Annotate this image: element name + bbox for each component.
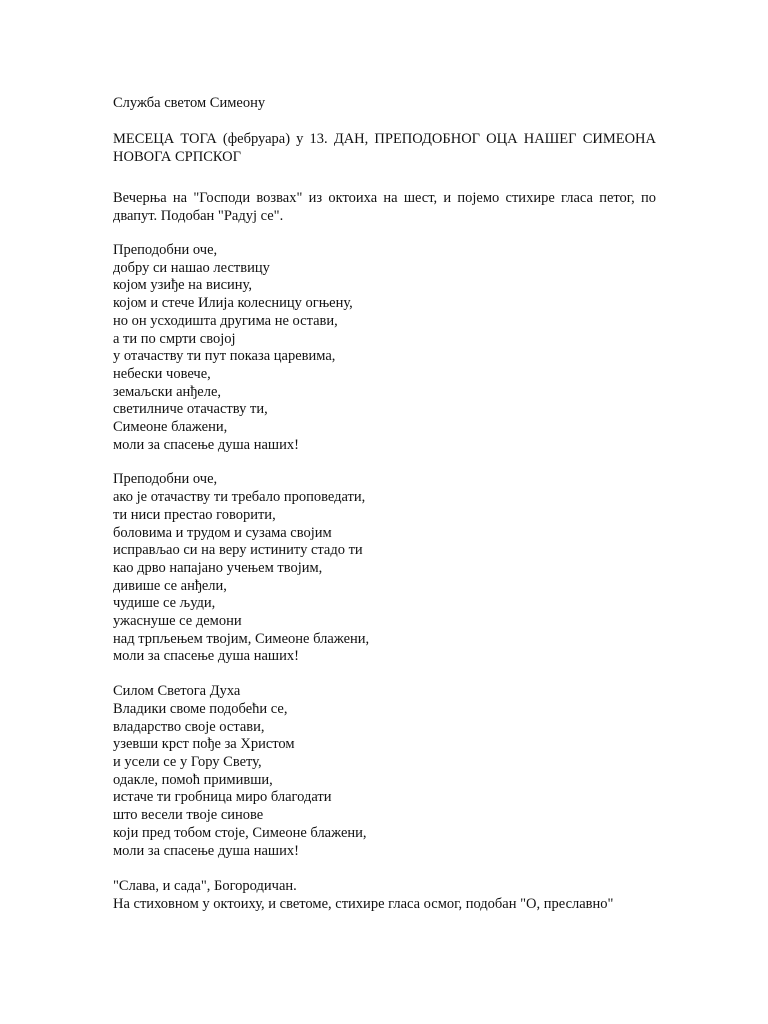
verse-line: истаче ти гробница миро благодати <box>113 789 332 806</box>
verse-line: којом узиђе на висину, <box>113 277 252 294</box>
verse-line: Силом Светога Духа <box>113 683 241 700</box>
verse-line: моли за спасење душа наших! <box>113 436 299 453</box>
verse-line: Преподобни оче, <box>113 242 218 258</box>
verse-line: што весели твоје синове <box>113 807 264 824</box>
vespers-intro: Вечерња на "Господи возвах" из октоиха на шест, и појемо стихире гласа петог, по двапут. Подобан "Радуј се". <box>113 190 656 224</box>
verse-line: Владики своме подобећи се, <box>113 700 288 717</box>
verse-line: моли за спасење душа наших! <box>113 648 299 665</box>
service-heading: МЕСЕЦА ТОГА (фебруара) у 13. ДАН, ПРЕПОДОБНОГ ОЦА НАШЕГ СИМЕОНА НОВОГА СРПСКОГ <box>113 131 656 165</box>
verse-line: Преподобни оче, <box>113 471 218 488</box>
stanza-2 <box>113 471 656 666</box>
verse-line: и усели се у Гору Свету, <box>113 753 262 770</box>
verse-line: Симеоне блажени, <box>113 419 228 436</box>
verse-line: у отачаству ти пут показа царевима, <box>113 348 336 365</box>
verse-line: исправљао си на веру истиниту стадо ти <box>113 542 363 559</box>
verse-line: као дрво напајано учењем твојим, <box>113 559 323 576</box>
glory-rubric: "Слава, и сада", Богородичан. <box>113 878 297 895</box>
verse-line: владарство своје остави, <box>113 718 265 735</box>
verse-line: светилниче отачаству ти, <box>113 401 268 418</box>
stanza-3 <box>113 683 656 860</box>
verse-line: но он усходишта другима не остави, <box>113 312 338 329</box>
verse-line: одакле, помоћ примивши, <box>113 771 273 788</box>
verse-line: а ти по смрти својој <box>113 330 236 347</box>
aposticha-rubric: На стиховном у октоиху, и светоме, стихире гласа осмог, подобан "О, преславно" <box>113 896 614 913</box>
verse-line: земаљски анђеле, <box>113 383 222 400</box>
closing-rubric <box>113 877 656 913</box>
verse-line: добру си нашао лествицу <box>113 259 270 276</box>
verse-line: којом и стече Илија колесницу огњену, <box>113 295 353 312</box>
verse-line: ако је отачаству ти требало проповедати, <box>113 489 366 506</box>
verse-line: који пред тобом стоје, Симеоне блажени, <box>113 824 367 841</box>
verse-line: над трпљењем твојим, Симеоне блажени, <box>113 630 370 647</box>
document-title: Служба светом Симеону <box>113 95 266 111</box>
document-page <box>113 95 656 913</box>
verse-line: узевши крст пође за Христом <box>113 736 295 753</box>
verse-line: чудише се људи, <box>113 595 216 612</box>
verse-line: ужаснуше се демони <box>113 613 242 630</box>
verse-line: небески човече, <box>113 365 211 382</box>
verse-line: ти ниси престао говорити, <box>113 506 276 523</box>
verse-line: боловима и трудом и сузама својим <box>113 524 332 541</box>
verse-line: дивише се анђели, <box>113 577 227 594</box>
verse-line: моли за спасење душа наших! <box>113 842 299 859</box>
stanza-1 <box>113 242 656 454</box>
